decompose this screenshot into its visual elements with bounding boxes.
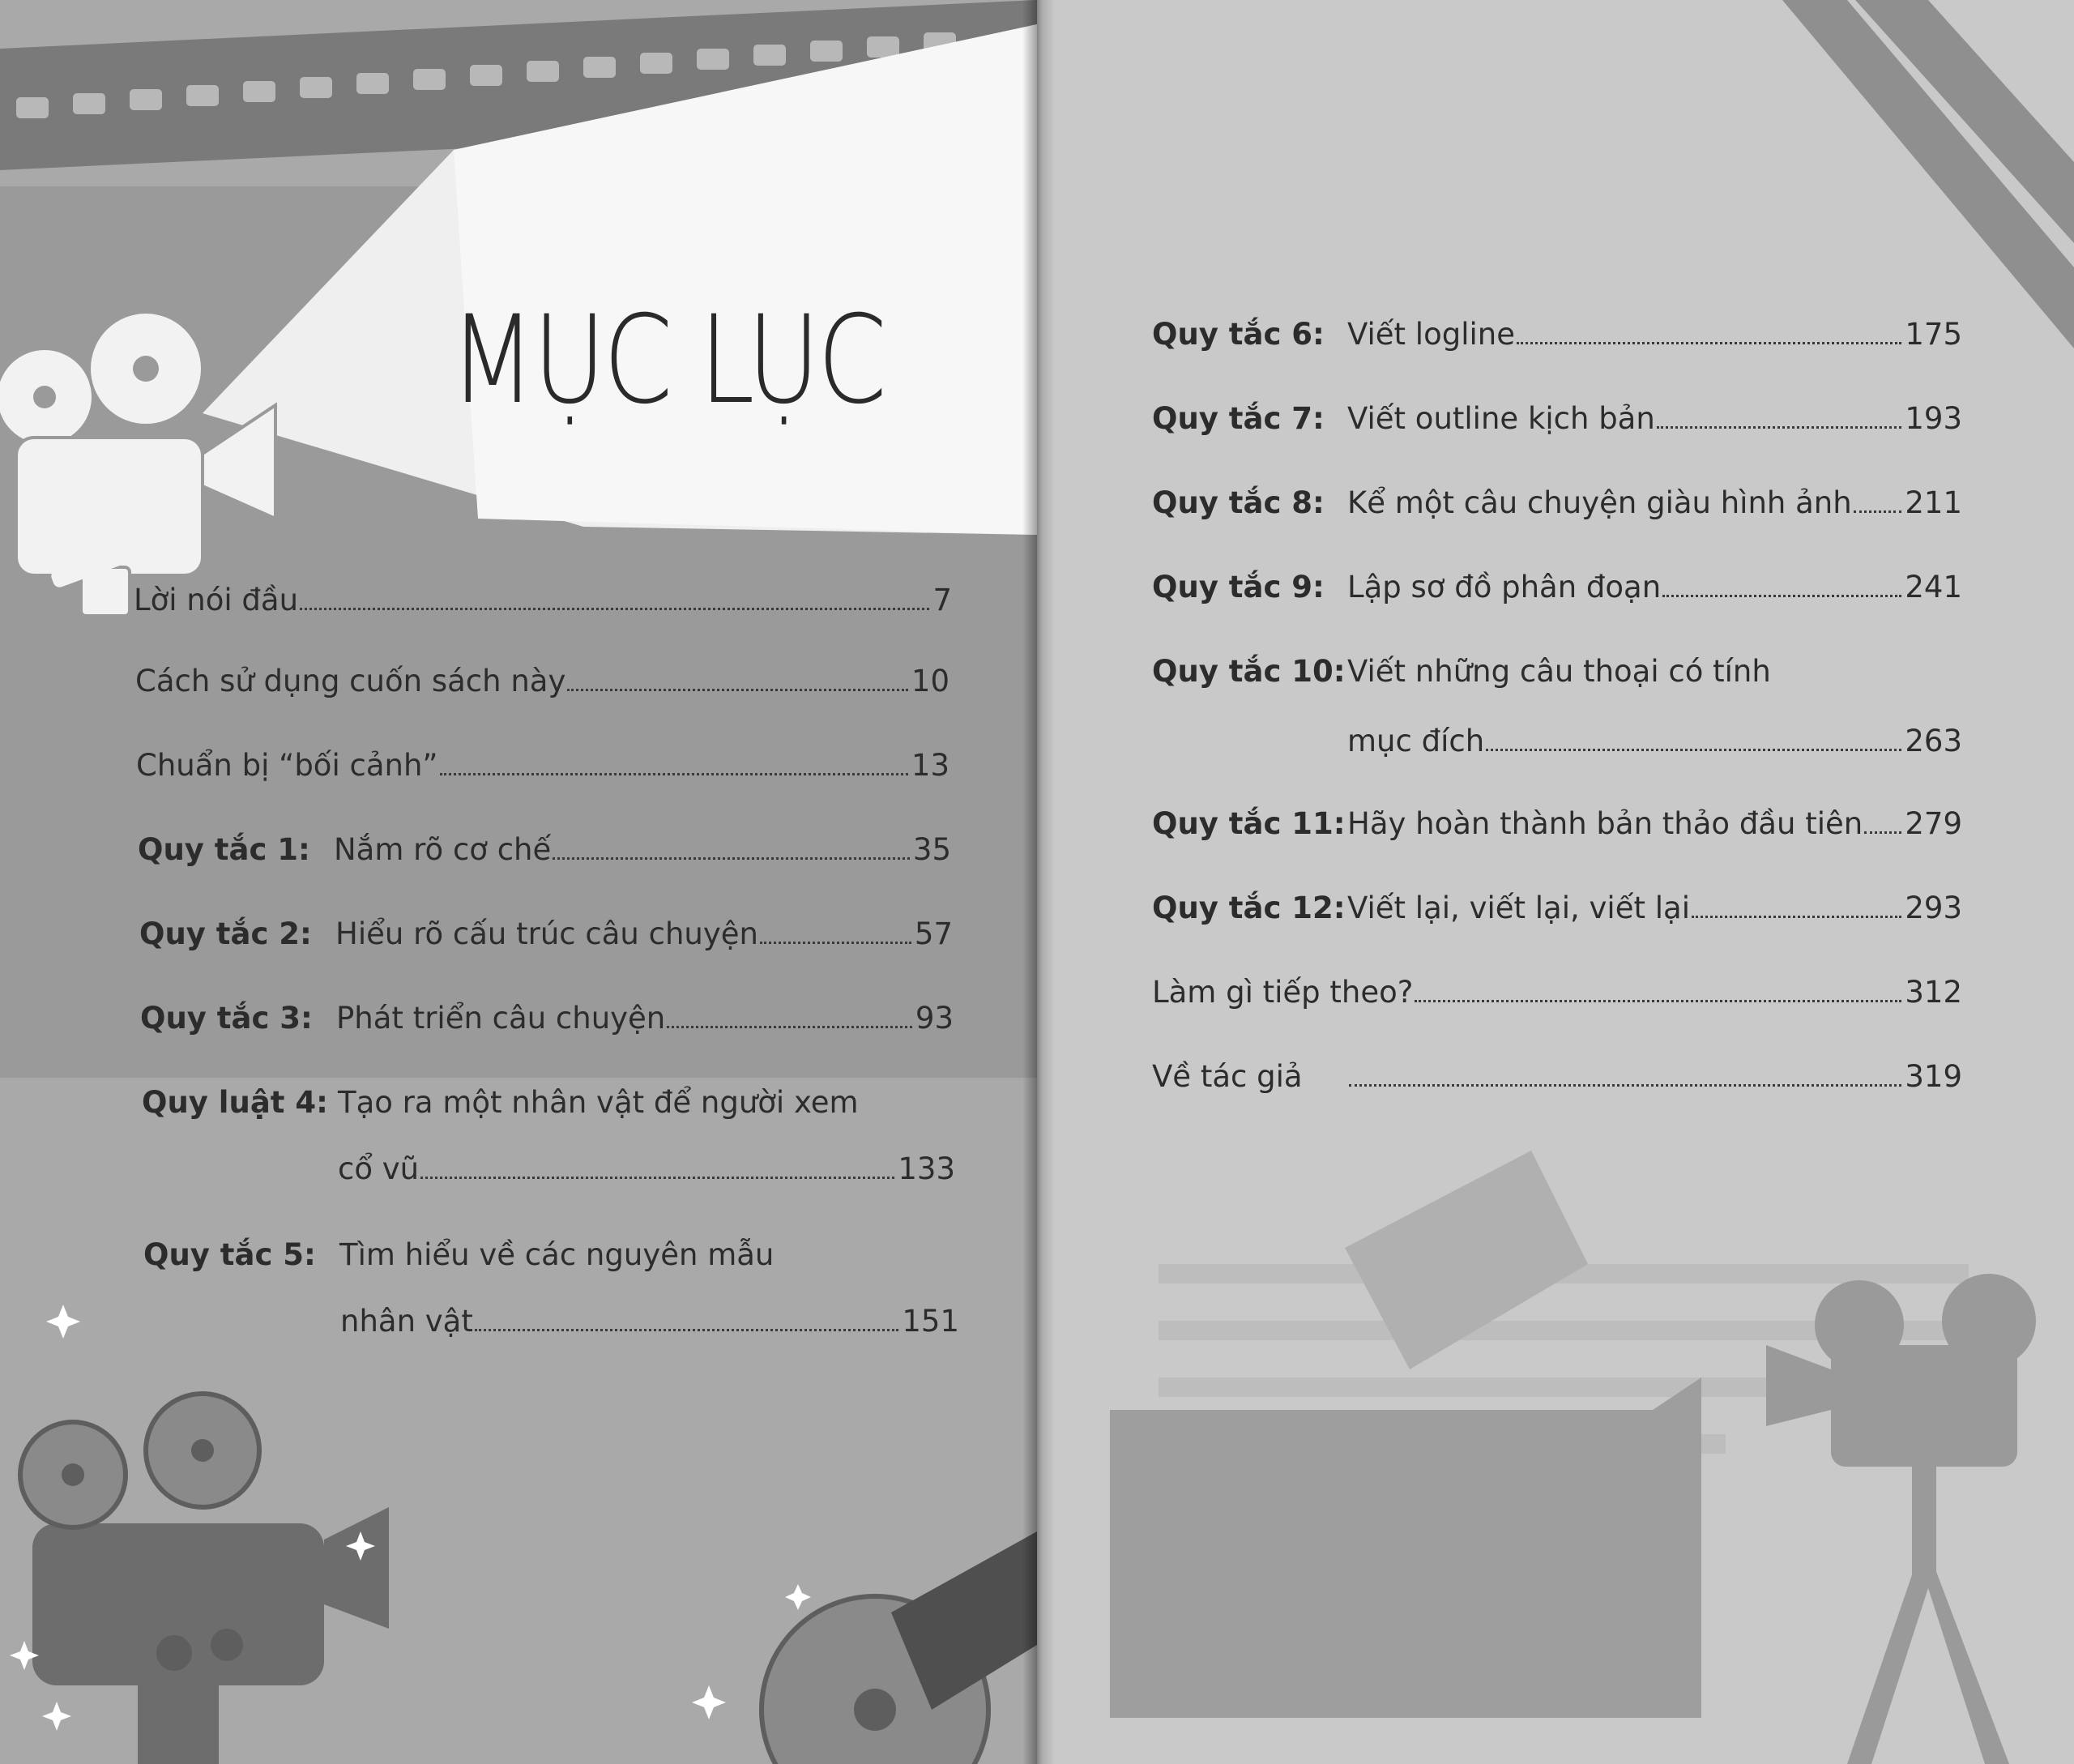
leader-dots xyxy=(1662,594,1901,597)
toc-entry xyxy=(140,1003,954,1035)
leader-dots xyxy=(475,1328,899,1331)
leader-dots xyxy=(760,941,911,944)
entry-title: Lời nói đầu xyxy=(134,583,299,617)
entry-title: mục đích xyxy=(1347,724,1485,758)
right-page-illustration xyxy=(1037,0,2074,1764)
rule-label: Quy tắc 3: xyxy=(140,1001,313,1036)
toc-entry xyxy=(143,1237,957,1272)
toc-entry xyxy=(1152,893,1962,925)
toc-entry xyxy=(1152,654,1962,689)
entry-title: Viết logline xyxy=(1347,317,1515,352)
rule-label: Quy tắc 11: xyxy=(1152,806,1346,841)
entry-title: Cách sử dụng cuốn sách này xyxy=(135,664,566,698)
leader-dots xyxy=(1657,425,1902,429)
page-number: 312 xyxy=(1905,975,1962,1010)
page-number: 211 xyxy=(1905,485,1962,520)
leader-dots xyxy=(1692,915,1901,918)
entry-title: Hãy hoàn thành bản thảo đầu tiên xyxy=(1347,806,1863,841)
entry-title: Tìm hiểu về các nguyên mẫu xyxy=(339,1237,775,1272)
leader-dots xyxy=(1486,748,1901,751)
entry-title: Nắm rõ cơ chế xyxy=(334,832,552,867)
leader-dots xyxy=(667,1025,912,1028)
film-strip-corner-icon xyxy=(1782,0,2074,352)
leader-dots xyxy=(553,856,910,860)
toc-entry xyxy=(139,916,953,951)
page-number: 35 xyxy=(912,832,951,867)
page-number: 93 xyxy=(915,1001,954,1036)
rule-label: Quy tắc 2: xyxy=(139,916,312,951)
toc-entry xyxy=(1152,806,1962,841)
rule-label: Quy luật 4: xyxy=(142,1085,328,1120)
page-number: 151 xyxy=(902,1304,959,1339)
entry-title: Về tác giả xyxy=(1152,1059,1303,1094)
entry-title: nhân vật xyxy=(340,1304,473,1339)
book-gutter xyxy=(1022,0,1055,1764)
toc-entry xyxy=(136,750,950,782)
rule-label: Quy tắc 5: xyxy=(143,1237,316,1272)
toc-entry xyxy=(1152,977,1962,1009)
page-number: 10 xyxy=(911,664,950,698)
entry-title: cổ vũ xyxy=(338,1151,420,1186)
toc-entry-continued xyxy=(1347,726,1962,758)
page-number: 133 xyxy=(898,1151,955,1186)
entry-title: Làm gì tiếp theo? xyxy=(1152,975,1414,1010)
leader-dots xyxy=(420,1176,894,1179)
entry-title: Kể một câu chuyện giàu hình ảnh xyxy=(1347,485,1852,520)
page-number: 193 xyxy=(1905,401,1962,436)
page-title: MỤC LỤC xyxy=(450,290,885,431)
page-number: 319 xyxy=(1905,1059,1962,1094)
toc-entry xyxy=(1152,485,1962,520)
toc-entry xyxy=(1152,319,1962,351)
bottom-illustration xyxy=(32,1507,389,1764)
leader-dots xyxy=(300,607,929,610)
entry-title: Tạo ra một nhân vật để người xem xyxy=(338,1085,859,1120)
toc-entry-continued xyxy=(338,1151,955,1186)
page-number: 13 xyxy=(911,748,950,783)
entry-title: Chuẩn bị “bối cảnh” xyxy=(136,748,438,783)
rule-label: Quy tắc 12: xyxy=(1152,891,1346,925)
toc-entry xyxy=(135,666,950,698)
leader-dots xyxy=(440,772,908,775)
entry-title: Viết những câu thoại có tính xyxy=(1347,654,1771,689)
page-number: 175 xyxy=(1905,317,1962,352)
leader-dots xyxy=(567,688,908,691)
toc-entry-continued xyxy=(340,1306,959,1338)
film-camera-icon xyxy=(1766,1274,2036,1764)
rule-label: Quy tắc 1: xyxy=(138,832,310,867)
leader-dots xyxy=(1415,999,1901,1002)
page-number: 57 xyxy=(914,916,953,951)
toc-entry xyxy=(138,832,951,867)
leader-dots xyxy=(1517,341,1901,344)
rule-label: Quy tắc 10: xyxy=(1152,654,1346,689)
toc-entry xyxy=(1152,572,1962,604)
leader-dots xyxy=(1349,1083,1901,1087)
page-number: 7 xyxy=(932,583,952,617)
leader-dots xyxy=(1854,510,1902,513)
page-number: 241 xyxy=(1905,570,1962,604)
entry-title: Viết lại, viết lại, viết lại xyxy=(1347,891,1690,925)
toc-entry xyxy=(1152,1061,1962,1093)
page-number: 293 xyxy=(1905,891,1962,925)
entry-title: Phát triển câu chuyện xyxy=(336,1001,666,1036)
leader-dots xyxy=(1864,831,1901,834)
rule-label: Quy tắc 9: xyxy=(1152,570,1325,604)
toc-entry xyxy=(134,585,952,617)
toc-entry xyxy=(1152,401,1962,436)
entry-title: Hiểu rõ cấu trúc câu chuyện xyxy=(335,916,758,951)
toc-entry xyxy=(142,1085,955,1120)
page-number: 279 xyxy=(1905,806,1962,841)
clapperboard-icon xyxy=(1110,1151,1701,1718)
page-number: 263 xyxy=(1905,724,1962,758)
rule-label: Quy tắc 7: xyxy=(1152,401,1325,436)
entry-title: Viết outline kịch bản xyxy=(1347,401,1655,436)
right-page xyxy=(1037,0,2074,1764)
rule-label: Quy tắc 8: xyxy=(1152,485,1325,520)
entry-title: Lập sơ đồ phân đoạn xyxy=(1347,570,1662,604)
rule-label: Quy tắc 6: xyxy=(1152,317,1325,352)
